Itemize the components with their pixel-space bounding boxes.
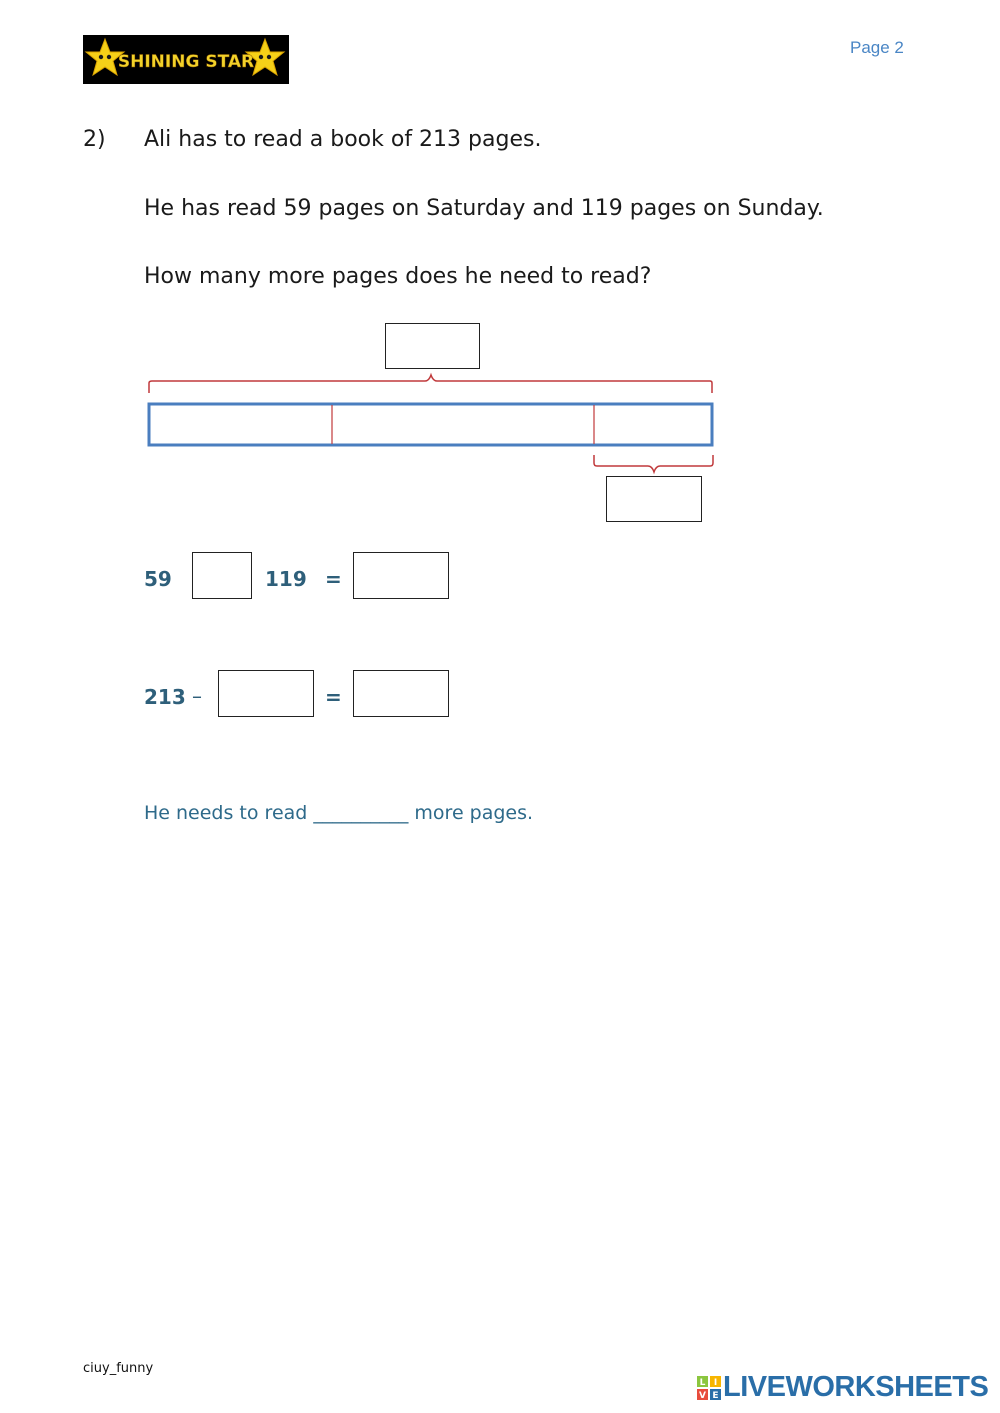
eq1-operator-box[interactable] — [192, 552, 252, 599]
eq2-subtrahend-box[interactable] — [218, 670, 314, 717]
eq1-second-number: 119 — [265, 567, 307, 591]
remaining-pages-box[interactable] — [606, 476, 702, 522]
remaining-brace — [594, 455, 713, 472]
icon-letter: V — [699, 1391, 706, 1400]
question-line-1: Ali has to read a book of 213 pages. — [144, 127, 542, 152]
eq2-result-box[interactable] — [353, 670, 449, 717]
total-brace — [149, 375, 712, 393]
part-sunday-box[interactable] — [336, 408, 590, 442]
question-line-3: How many more pages does he need to read? — [144, 264, 652, 289]
eq2-equals-sign: = — [325, 685, 342, 709]
icon-letter: E — [712, 1391, 719, 1400]
logo-text: SHINING STAR — [117, 52, 255, 72]
total-pages-box[interactable] — [385, 323, 480, 369]
liveworksheets-icon — [697, 1376, 721, 1400]
eq1-first-number: 59 — [144, 567, 172, 591]
part-remaining-box[interactable] — [598, 408, 708, 442]
part-saturday-box[interactable] — [152, 408, 328, 442]
shining-star-logo — [83, 35, 289, 84]
page-number: Page 2 — [850, 38, 904, 57]
liveworksheets-brand: LIVEWORKSHEETS — [723, 1371, 989, 1403]
eq2-minus-sign: – — [192, 684, 202, 708]
answer-sentence: He needs to read __________ more pages. — [144, 802, 534, 824]
icon-letter: L — [699, 1378, 706, 1388]
liveworksheets-logo — [697, 1371, 989, 1404]
question-line-2: He has read 59 pages on Saturday and 119 pages on Sunday. — [144, 196, 824, 221]
eq1-equals-sign: = — [325, 567, 342, 591]
question-number: 2) — [83, 127, 106, 152]
icon-letter: I — [713, 1378, 718, 1388]
eq2-first-number: 213 — [144, 685, 186, 709]
author-name: ciuy_funny — [83, 1361, 154, 1376]
eq1-result-box[interactable] — [353, 552, 449, 599]
